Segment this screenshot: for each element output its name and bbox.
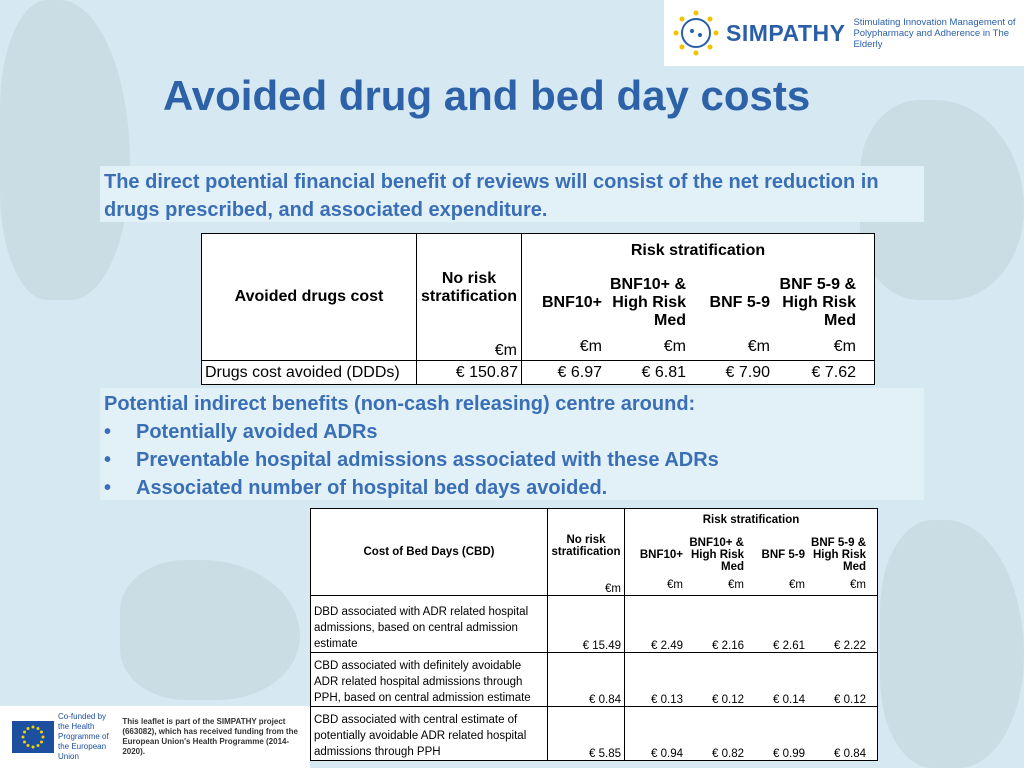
bullet-text: Preventable hospital admissions associated with these ADRs xyxy=(136,449,719,471)
table1-cell: € 150.87 xyxy=(417,361,522,385)
table-row xyxy=(311,596,878,653)
intro-text: The direct potential financial benefit of reviews will consist of the net reduction in drugs prescribed, and associated expenditure. xyxy=(104,171,879,221)
table2-cell: € 2.22 xyxy=(834,640,866,652)
page-title: Avoided drug and bed day costs xyxy=(163,72,811,119)
table1-no-risk-header xyxy=(417,234,522,361)
intro-panel xyxy=(100,166,924,222)
table1-unit: €m xyxy=(663,338,686,355)
background-map-shape xyxy=(120,560,300,700)
table1-unit: €m xyxy=(747,338,770,355)
table1-row-header: Avoided drugs cost xyxy=(202,234,417,361)
table2-cell: € 0.14 xyxy=(773,694,805,706)
table2-cell: € 0.13 xyxy=(651,694,683,706)
table2-unit: €m xyxy=(667,579,683,591)
table1-no-risk-label: No risk stratification xyxy=(420,270,517,305)
eu-flag-icon xyxy=(12,721,54,753)
background-map-shape xyxy=(0,0,130,300)
table2-row-label: CBD associated with central estimate of potentially avoidable ADR related hospital admissions through PPH xyxy=(311,707,548,761)
indirect-heading: Potential indirect benefits (non-cash releasing) centre around: xyxy=(104,393,696,415)
bullet-icon: • xyxy=(104,449,112,471)
table1-cell: € 7.90 xyxy=(725,363,770,381)
table1-cell: € 6.81 xyxy=(641,363,686,381)
indirect-bullets xyxy=(104,418,920,502)
leaflet-text: This leaflet is part of the SIMPATHY project (663082), which has received funding from the European Union's Health Programme (2014-2020). xyxy=(122,717,298,756)
table2-cell: € 0.94 xyxy=(651,748,683,760)
table2-cell: € 0.84 xyxy=(548,653,625,707)
table2-cell: € 2.16 xyxy=(712,640,744,652)
table1-cell: € 6.97 xyxy=(557,363,602,381)
table2-cell: € 0.82 xyxy=(712,748,744,760)
table2-row-label: CBD associated with definitely avoidable ADR related hospital admissions through PPH, based on central admission estimate xyxy=(311,653,548,707)
table-row xyxy=(311,653,878,707)
table2-cell: € 2.61 xyxy=(773,640,805,652)
table2-col-header: BNF10+ xyxy=(639,549,683,561)
drugs-cost-table xyxy=(201,233,875,385)
table2-cell: € 0.99 xyxy=(773,748,805,760)
table1-unit: €m xyxy=(494,342,517,359)
table1-group-header: Risk stratification xyxy=(630,242,766,259)
bullet-icon: • xyxy=(104,477,112,499)
table1-cell: € 7.62 xyxy=(811,363,856,381)
table2-cell: € 5.85 xyxy=(548,707,625,761)
table2-cell: € 0.12 xyxy=(712,694,744,706)
table1-unit: €m xyxy=(579,338,602,355)
table2-col-header: BNF 5-9 & High Risk Med xyxy=(811,537,866,573)
table2-col-header: BNF 5-9 xyxy=(761,549,805,561)
table2-unit: €m xyxy=(728,579,744,591)
table2-unit: €m xyxy=(789,579,805,591)
table2-cell: € 2.49 xyxy=(651,640,683,652)
bed-days-cost-table xyxy=(310,508,878,761)
bullet-text: Potentially avoided ADRs xyxy=(136,421,378,443)
cofunded-text: Co-funded by the Health Programme of the European Union xyxy=(58,712,109,761)
table2-cell: € 0.12 xyxy=(834,694,866,706)
table1-col-header: BNF10+ xyxy=(541,294,602,311)
bullet-icon: • xyxy=(104,421,112,443)
table2-unit: €m xyxy=(605,583,621,595)
list-item xyxy=(104,446,920,474)
table1-col-header: BNF 5-9 & High Risk Med xyxy=(779,276,856,329)
table2-no-risk-header xyxy=(548,509,625,596)
table2-cell: € 15.49 xyxy=(548,596,625,653)
table-row xyxy=(202,361,875,385)
table1-risk-group xyxy=(522,234,875,361)
table1-col-header: BNF 5-9 xyxy=(709,294,770,311)
indirect-benefits-panel xyxy=(100,388,924,500)
table2-risk-group xyxy=(625,509,878,596)
eu-funding-footer xyxy=(0,706,310,768)
table2-group-header: Risk stratification xyxy=(702,514,800,526)
table2-col-header: BNF10+ & High Risk Med xyxy=(689,537,744,573)
table2-row-header: Cost of Bed Days (CBD) xyxy=(311,509,548,596)
bullet-text: Associated number of hospital bed days avoided. xyxy=(136,477,608,499)
table2-row-label: DBD associated with ADR related hospital admissions, based on central admission estimate xyxy=(311,596,548,653)
table2-cell: € 0.84 xyxy=(834,748,866,760)
logo-name: SIMPATHY xyxy=(726,19,846,46)
table2-no-risk-label: No risk stratification xyxy=(551,534,621,558)
table1-unit: €m xyxy=(833,338,856,355)
table2-unit: €m xyxy=(850,579,866,591)
table1-col-header: BNF10+ & High Risk Med xyxy=(609,276,686,329)
background-map-shape xyxy=(880,520,1024,768)
logo-tagline: Stimulating Innovation Management of Polypharmacy and Adherence in The Elderly xyxy=(853,16,1016,50)
table-row xyxy=(311,707,878,761)
list-item xyxy=(104,418,920,446)
simpathy-logo xyxy=(664,0,1024,66)
star-ring-emblem-icon xyxy=(672,9,720,57)
list-item xyxy=(104,474,920,502)
table1-row-label: Drugs cost avoided (DDDs) xyxy=(202,361,417,385)
